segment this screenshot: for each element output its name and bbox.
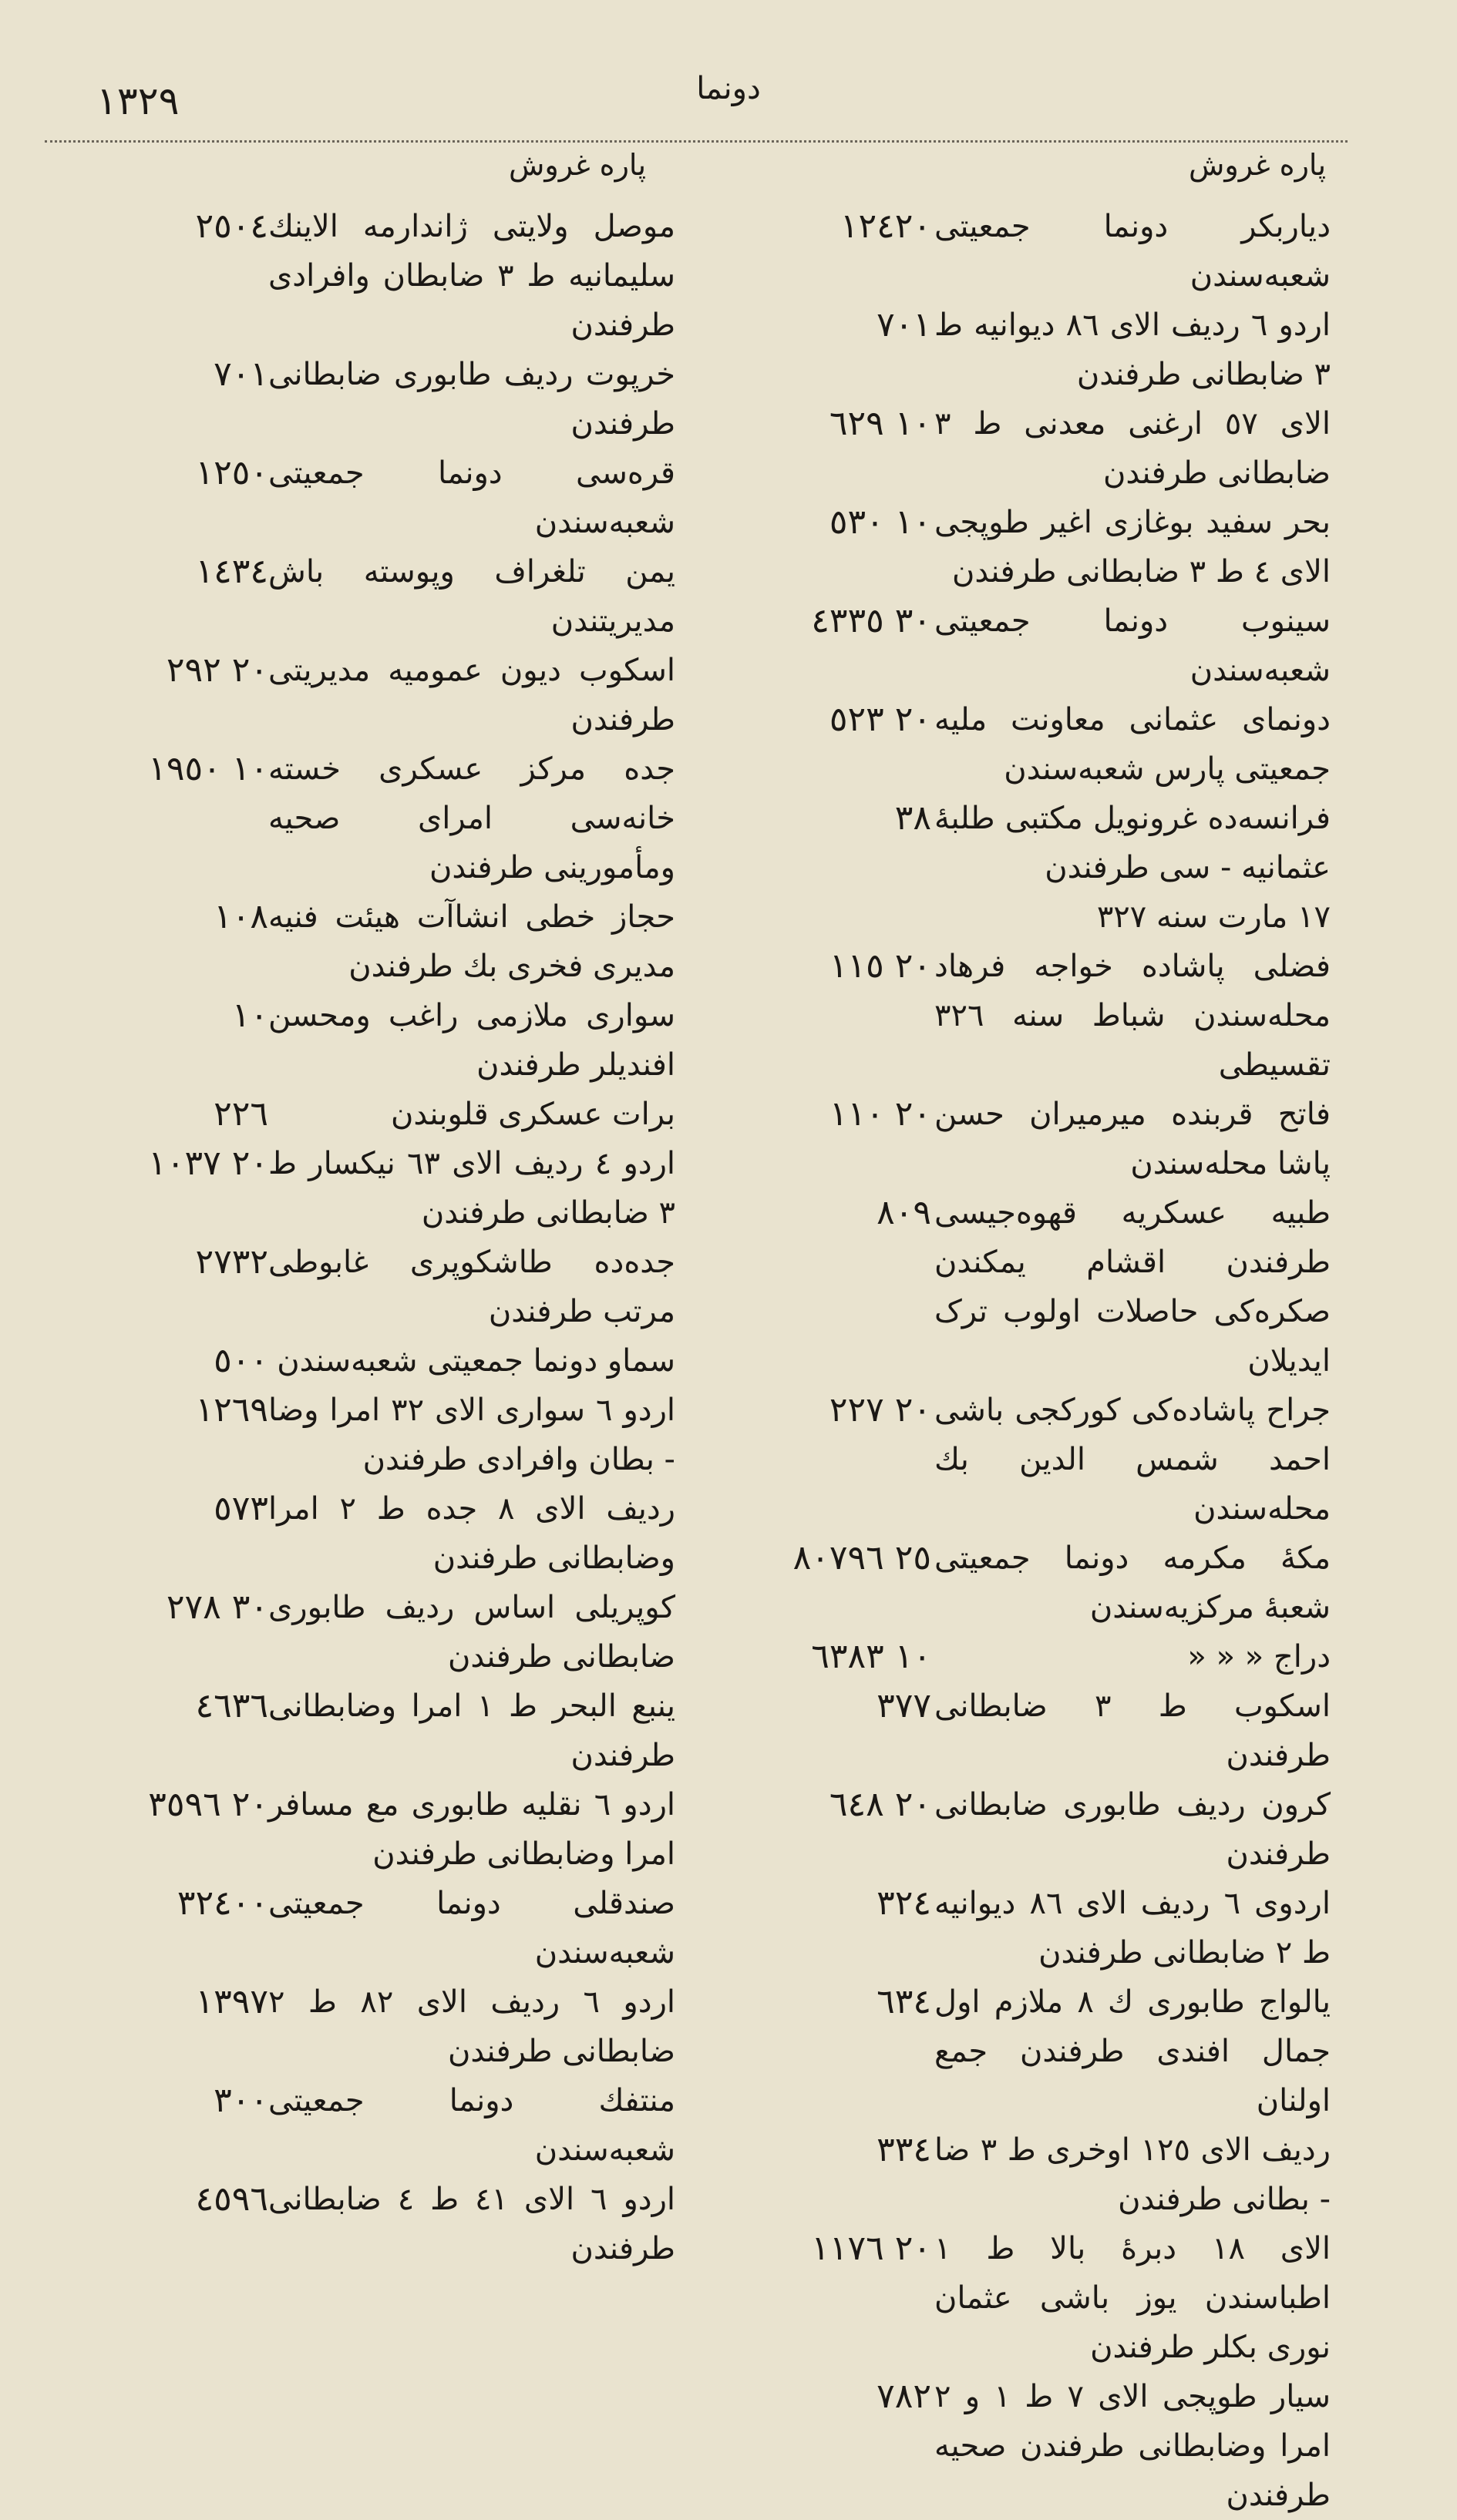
ledger-entry: [739, 301, 1340, 399]
entry-description: دیاربکر دونما جمعیتی شعبه‌سندن: [934, 209, 1331, 294]
entry-amount: ١٤٣٤: [195, 552, 268, 591]
entry-description: اسکوب ط ٣ ضابطانی طرفندن: [934, 1688, 1331, 1773]
page-title: دونما: [696, 71, 761, 106]
ledger-entry: [739, 892, 1340, 942]
entry-amount: ٢٥ ٨٠٧٩٦: [792, 1538, 931, 1578]
ledger-entry: [739, 695, 1340, 794]
entry-amount: ١٠: [231, 996, 268, 1035]
ledger-entry: [60, 1682, 685, 1780]
ledger-entry: [739, 498, 1340, 596]
entry-description: حجاز خطی انشاآت هیئت فنیه مدیری فخری بك طرفندن: [268, 899, 675, 984]
ledger-entry: [60, 1780, 685, 1879]
entry-description: فاتح قربنده میرمیران حسن پاشا محله‌سندن: [934, 1097, 1331, 1181]
entry-amount: ١٢٦٩: [195, 1390, 268, 1430]
ledger-entry: [739, 1534, 1340, 1632]
entry-description: بحر سفید بوغازی اغیر طوپجی الای ٤ ط ٣ ضابطانی طرفندن: [934, 505, 1331, 590]
ledger-entry: [739, 1632, 1340, 1682]
entry-description: صندقلی دونما جمعیتی شعبه‌سندن: [268, 1886, 675, 1971]
entry-description: جراح پاشاده‌کی کورکجی باشی احمد شمس الدین بك محله‌سندن: [934, 1393, 1331, 1527]
entry-description: ١٧ مارت سنه ٣٢٧: [1096, 899, 1331, 935]
entry-amount: ٦٣٤: [877, 1982, 931, 2021]
entry-description: جده مرکز عسکری خسته خانه‌سی امرای صحیه ومأمورینی طرفندن: [268, 751, 675, 885]
entry-amount: ١٠٨: [214, 897, 268, 936]
entry-description: سواری ملازمی راغب ومحسن افندیلر طرفندن: [268, 998, 675, 1083]
entry-amount: ٢٧٣٢: [195, 1242, 268, 1282]
entry-description: اردوی ٦ ردیف الای ٨٦ دیوانیه ط ٢ ضابطانی طرفندن: [934, 1886, 1331, 1971]
entry-amount: ١٣٩٧: [195, 1982, 268, 2021]
ledger-entry: [739, 596, 1340, 695]
ledger-entry: [60, 1238, 685, 1336]
entry-amount: ٣٧٧: [877, 1686, 931, 1725]
entry-amount: ٢٠ ١١٧٦: [811, 2229, 931, 2268]
entry-amount: ٣٢٤: [877, 1883, 931, 1923]
entry-description: الای ١٨ دبرهٔ بالا ط ١ اطباسندن یوز باشی عثمان نوری بکلر طرفندن: [934, 2231, 1331, 2365]
entry-amount: ٢٥٠٤: [195, 207, 268, 246]
entry-description: الای ٥٧ ارغنی معدنی ط ٣ ضابطانی طرفندن: [934, 406, 1331, 491]
entry-amount: ١٢٤٢٠: [840, 207, 931, 246]
entry-description: ردیف الای ١٢٥ اوخری ط ٣ ضا - بطانی طرفندن: [934, 2132, 1331, 2217]
entry-amount: ٢٠ ٥٢٣: [829, 700, 931, 739]
ledger-entry: [60, 892, 685, 991]
entry-description: اردو ٤ ردیف الای ٦٣ نیکسار ط ٣ ضابطانی طرفندن: [268, 1146, 675, 1231]
entry-description: جده‌ده طاشکوپری غابوطی مرتب طرفندن: [268, 1245, 675, 1329]
left-column: [60, 202, 685, 2266]
entry-amount: ٢٠ ٦٤٨: [829, 1785, 931, 1824]
entry-description: اردو ٦ الای ٤١ ط ٤ ضابطانی طرفندن: [268, 2182, 676, 2266]
entry-amount: ٣٠ ٢٧٨: [166, 1588, 268, 1627]
ledger-entry: [739, 2224, 1340, 2372]
entry-amount: ٣٠ ٤٣٣٥: [811, 601, 931, 640]
entry-description: مکهٔ مکرمه دونما جمعیتی شعبهٔ مرکزیه‌سندن: [934, 1541, 1331, 1625]
ledger-entry: [739, 1188, 1340, 1386]
ledger-entry: [739, 2125, 1340, 2224]
entry-amount: ١٠ ٦٣٨٣: [811, 1637, 931, 1676]
ledger-entry: [60, 1090, 685, 1139]
entry-amount: ٢٠ ١١٠: [829, 1094, 931, 1134]
entry-description: سماو دونما جمعیتی شعبه‌سندن: [277, 1343, 675, 1379]
left-column-header: پاره غروش: [509, 148, 647, 182]
entry-description: ینبع البحر ط ١ امرا وضابطانی طرفندن: [268, 1688, 675, 1773]
ledger-entry: [739, 1780, 1340, 1879]
entry-amount: ٣٠٠: [214, 2081, 268, 2120]
entry-description: فرانسه‌ده غرونویل مکتبی طلبهٔ عثمانیه - سی طرفندن: [934, 801, 1331, 885]
ledger-entry: [739, 1386, 1340, 1534]
entry-amount: ٣٨: [894, 798, 931, 838]
ledger-entry: [60, 1336, 685, 1386]
entry-amount: ٨٠٩: [877, 1193, 931, 1232]
ledger-entry: [739, 202, 1340, 301]
ledger-entry: [60, 744, 685, 892]
entry-amount: ٣٣٤: [877, 2130, 931, 2169]
entry-description: اردو ٦ سواری الای ٣٢ امرا وضا - بطان وافرادی طرفندن: [268, 1393, 675, 1477]
header-divider: [45, 140, 1348, 143]
ledger-entry: [60, 2076, 685, 2175]
entry-description: اردو ٦ نقلیه طابوری مع مسافر امرا وضابطانی طرفندن: [268, 1787, 675, 1872]
ledger-entry: [739, 1977, 1340, 2125]
entry-description: طبیه عسکریه قهوه‌جیسی طرفندن اقشام یمکندن صکره‌کی حاصلات اولوب ترک ایدیلان: [934, 1195, 1331, 1379]
entry-description: برات عسکری قلوبندن: [390, 1097, 675, 1132]
entry-amount: ٢٠ ١١٥: [829, 946, 931, 986]
ledger-entry: [739, 399, 1340, 498]
right-column: [739, 202, 1340, 2513]
entry-amount: ٧٠١: [214, 354, 268, 394]
ledger-entry: [60, 449, 685, 547]
entry-description: اردو ٦ ردیف الای ٨٦ دیوانیه ط ٣ ضابطانی طرفندن: [934, 307, 1331, 392]
entry-description: دراج « « «: [1187, 1639, 1331, 1675]
entry-description: کوپریلی اساس ردیف طابوری ضابطانی طرفندن: [268, 1590, 675, 1675]
entry-amount: ٤٥٩٦: [195, 2179, 268, 2219]
entry-amount: ٢٠ ٣٥٩٦: [148, 1785, 268, 1824]
entry-amount: ٥٧٣: [214, 1489, 268, 1528]
entry-amount: ٢٠ ٢٢٧: [829, 1390, 931, 1430]
entry-description: خرپوت ردیف طابوری ضابطانی طرفندن: [268, 357, 675, 442]
entry-description: کرون ردیف طابوری ضابطانی طرفندن: [934, 1787, 1331, 1872]
ledger-entry: [739, 942, 1340, 1090]
entry-description: دونمای عثمانی معاونت ملیه جمعیتی پارس شعبه‌سندن: [934, 702, 1331, 787]
ledger-entry: [60, 1977, 685, 2076]
entry-description: یالواج طابوری ك ٨ ملازم اول جمال افندی طرفندن جمع اولنان: [934, 1984, 1331, 2118]
ledger-entry: [739, 1682, 1340, 1780]
entry-description: قره‌سی دونما جمعیتی شعبه‌سندن: [268, 455, 675, 540]
ledger-entry: [60, 1879, 685, 1977]
entry-amount: ١٢٥٠: [195, 453, 268, 492]
entry-description: منتفك دونما جمعیتی شعبه‌سندن: [268, 2083, 675, 2168]
ledger-entry: [60, 202, 685, 350]
ledger-entry: [60, 1386, 685, 1484]
entry-description: سیار طوپجی الای ٧ ط ١ و ٢ امرا وضابطانی طرفندن صحیه طرفندن: [934, 2379, 1331, 2513]
right-column-header: پاره غروش: [1189, 148, 1327, 182]
ledger-entry: [60, 2175, 685, 2273]
ledger-entry: [60, 1484, 685, 1583]
entry-amount: ١٠ ١٩٥٠: [148, 749, 268, 788]
entry-amount: ٤٦٣٦: [195, 1686, 268, 1725]
ledger-entry: [60, 1139, 685, 1238]
ledger-entry: [60, 991, 685, 1090]
entry-description: یمن تلغراف وپوسته باش مدیریتندن: [268, 554, 675, 639]
entry-amount: ١٠ ٥٣٠: [829, 502, 931, 542]
ledger-entry: [739, 1879, 1340, 1977]
ledger-entry: [739, 1090, 1340, 1188]
ledger-entry: [739, 2372, 1340, 2520]
entry-amount: ٧٠١: [877, 305, 931, 344]
entry-amount: ٥٠٠: [214, 1341, 268, 1380]
entry-amount: ٢٠ ٢٩٢: [166, 650, 268, 690]
entry-amount: ١٠ ٦٢٩: [829, 404, 931, 443]
entry-description: سینوب دونما جمعیتی شعبه‌سندن: [934, 603, 1331, 688]
page-number: ١٣٢٩: [96, 79, 180, 123]
ledger-entry: [739, 794, 1340, 892]
entry-amount: ٢٠ ١٠٣٧: [148, 1144, 268, 1183]
entry-description: فضلی پاشاده خواجه فرهاد محله‌سندن شباط سنه ٣٢٦ تقسیطی: [934, 949, 1331, 1083]
ledger-entry: [60, 350, 685, 449]
entry-description: اسکوب دیون عمومیه مدیریتی طرفندن: [268, 653, 675, 738]
entry-description: ردیف الای ٨ جده ط ٢ امرا وضابطانی طرفندن: [268, 1491, 675, 1576]
ledger-entry: [60, 1583, 685, 1682]
entry-amount: ٧٨٢: [877, 2377, 931, 2416]
ledger-entry: [60, 646, 685, 744]
entry-description: اردو ٦ ردیف الای ٨٢ ط ٢ ضابطانی طرفندن: [268, 1984, 675, 2069]
entry-amount: ٣٢٤٠٠: [177, 1883, 268, 1923]
ledger-entry: [60, 547, 685, 646]
entry-description: موصل ولایتی ژاندارمه الاینك سلیمانیه ط ٣ ضابطان وافرادی طرفندن: [268, 209, 675, 343]
entry-amount: ٢٢٦: [214, 1094, 268, 1134]
